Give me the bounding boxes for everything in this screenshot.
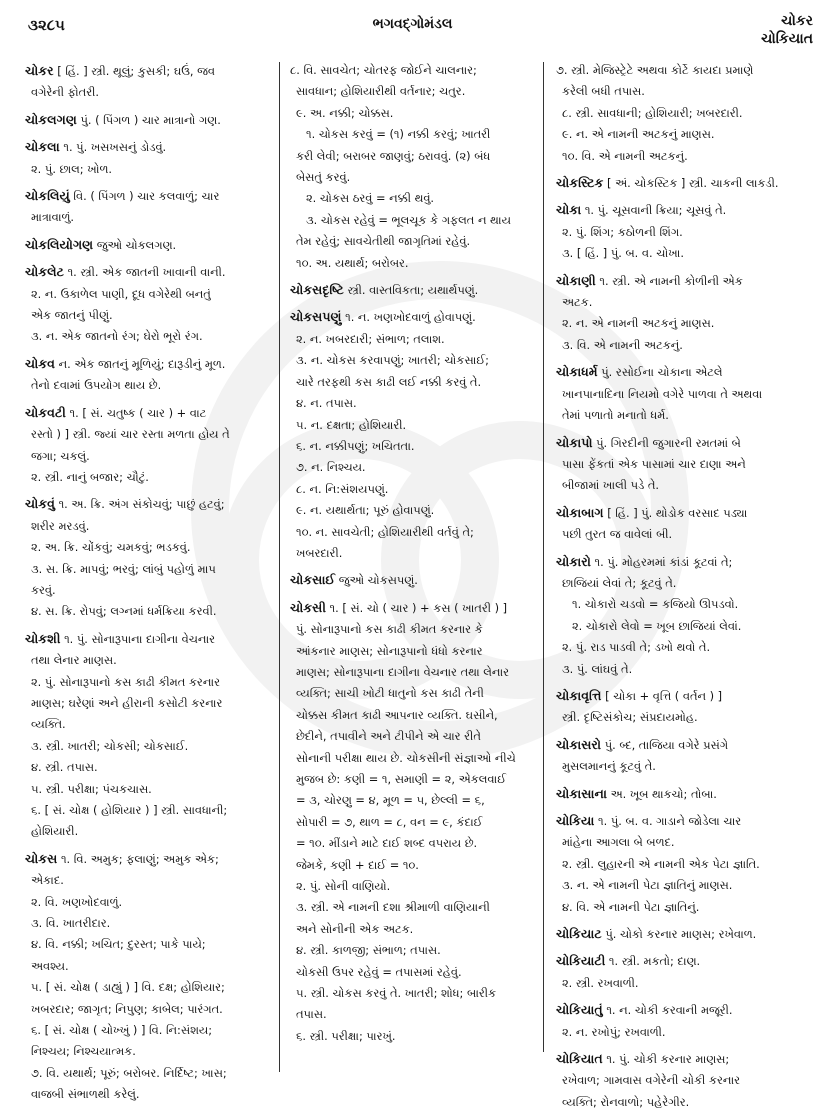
entry-headword: ચોકા [556,202,582,218]
entry-sense: કરેલી બધી તપાસ. [562,84,645,99]
entry-sense: ૨. અ. ક્રિ. ચોંકવું; ચમકવું; ભડકવું. [31,540,191,555]
entry-sense: ૧. ચોકસ કરવું = (૧) નક્કી કરવું; ખાતરી [306,127,491,142]
entry-sense: રખેવાળ; ગામવાસ વગેરેની ચોકી કરનાર [562,1073,741,1088]
dictionary-entry [556,685,814,729]
entry-sense: ૨. પું. સોની વાણિયો. [296,879,391,894]
entry-sense: ૨. પું. સોનારૂપાનો કસ કાઢી કીમત કરનાર [31,674,220,689]
guide-word-last: ચોકિયાત [761,31,813,47]
entry-headword: ચોકિયા [556,813,595,828]
entry-headword: ચોકિયાત [556,1051,603,1067]
entry-sense: ૪. સ. ક્રિ. રોપવું; લગ્નમાં ધર્મક્રિયા કરવી. [31,604,217,619]
entry-sense: ૩. પું. લાંઘવું તે. [562,661,633,676]
dictionary-entry [556,361,814,426]
entry-sense: એકાદ. [31,873,64,888]
entry-headword: ચોકવટી [25,404,66,420]
entry-sense: ૨. સ્ત્રી. રખવાળી. [562,975,639,990]
entry-sense: ૫. સ્ત્રી. ચોકસ કરવું તે. ખાતરી; શોધ; બારીક [296,986,497,1001]
entry-sense: અવશ્ય. [31,958,69,973]
entry-sense: મુસલમાનનું કૂટવું તે. [562,759,656,774]
dictionary-entry [556,923,814,945]
entry-headword: ચોકાવૃત્તિ [556,687,602,703]
entry-sense: તેમ રહેવું; સાવચેતીથી જાગૃતિમાં રહેવું. [296,234,471,249]
dictionary-entry [25,628,275,843]
entry-definition: [ હિં. ] પું. થોડોક વરસાદ પડ્યા [607,505,748,520]
entry-sense: ૬. ન. નક્કીપણું; ખચિતતા. [296,438,415,453]
dictionary-entry [290,597,540,1048]
dictionary-entry [25,261,275,348]
entry-definition: પું. ( પિંગળ ) ચાર માત્રાનો ગણ. [80,112,221,127]
page-header [0,0,825,56]
entry-definition: પું. રસોઈના ચોકાના એટલે [601,365,723,380]
entry-sense: ખબરદારી. [296,545,343,560]
entry-definition: સ્ત્રી. વાસ્તવિકતા; યથાર્થપણું. [347,283,479,298]
dictionary-entry [556,950,814,994]
entry-headword: ચોકલિયોગણ [25,236,94,252]
entry-sense: ૫. સ્ત્રી. પરીક્ષા; પંચકચાસ. [31,781,152,796]
guide-word-first: ચોકર [781,13,813,29]
entry-sense: ૨. પું. છાલ; ખોળ. [31,161,112,176]
dictionary-entry [25,136,275,180]
entry-sense: ૩. સ. ક્રિ. માપવું; ભરવું; લાંબું પહોળું માપ [31,561,216,576]
dictionary-entry [556,551,814,680]
entry-sense: ૯. ન. યથાર્થતા; પૂરું હોવાપણું. [296,503,435,518]
entry-headword: ચોકલગણ [25,111,77,127]
entry-sense: ૨. ન. ખબરદારી; સંભાળ; તલાશ. [296,331,445,346]
dictionary-entry [556,810,814,918]
entry-sense: ૪. સ્ત્રી. તપાસ. [31,760,98,775]
entry-headword: ચોકિયાતું [556,1002,603,1018]
dictionary-entry [290,569,540,591]
dictionary-entry [25,402,275,489]
entry-definition: ૧. ન. ખણખોદવાળું હોવાપણું. [345,310,476,325]
entry-definition: [ હિં. ] સ્ત્રી. થૂલું; કુસકી; ઘઉં, જવ [57,64,216,78]
dictionary-entry [556,172,814,194]
dictionary-entry [556,502,814,546]
dictionary-entry [25,353,275,397]
entry-definition: પું. ચોકો કરનાર માણસ; રખેવાળ. [605,927,757,942]
entry-sense: ચોક્કસ કીમત કાઢી આપનાર વ્યક્તિ. ઘસીને, [296,707,498,722]
dictionary-entry [25,234,275,256]
entry-sense: માંહેના આગલા બે બળદ. [562,835,675,850]
entry-sense: ૨. સ્ત્રી. લુહારની એ નામની એક પેટા જ્ઞાતિ. [562,856,760,871]
dictionary-entry [290,60,540,274]
entry-sense: તેનો દવામાં ઉપયોગ થાય છે. [31,378,162,393]
entry-sense: વ્યક્તિ; રોનવાળો; પહેરેગીર. [562,1094,690,1109]
entry-sense: વાજબી સંભાળથી કરેલું. [31,1087,140,1102]
entry-sense: ૨. સ્ત્રી. નાનું બજાર; ચૌટું. [31,469,149,484]
entry-sense: વ્યક્તિ; સાચી ખોટી ધાતુનો કસ કાઢી તેની [296,686,484,701]
entry-sense: ૨. ચોકારો લેવો = ખૂબ છાજિયાં લેવાં. [572,618,742,633]
entry-headword: ચોકાપો [556,434,593,450]
entry-headword: ચોકર [25,63,54,78]
dictionary-entry [290,279,540,301]
entry-sense: ૮. ન. નિ:સંશયપણું. [296,481,389,496]
entry-sense: ૩. વિ. ખાતરીદાર. [31,916,111,931]
entry-sense: તેમાં પળાતો મનાતો ધર્મ. [562,408,669,423]
entry-headword: ચોકસાઈ [290,572,336,588]
entry-headword: ચોકલા [25,139,60,155]
entry-sense: બીજામાં ખાલી પડે તે. [562,478,660,493]
entry-definition: અ. ખૂબ થાકચો; તોબા. [610,786,717,801]
entry-headword: ચોકાબાગ [556,504,604,520]
entry-sense: આંકનાર માણસ; સોનારૂપાનો ધંધો કરનાર [296,643,483,658]
entry-sense: ૩. ન. ચોકસ કરવાપણું; ખાતરી; ચોકસાઈ; [296,353,489,368]
entry-definition: ૮. વિ. સાવચેત; ચોતરફ જોઈને ચાલનાર; [290,63,477,77]
entry-definition: ૧. [ સં. ચતુષ્ક ( ચાર ) + વાટ [69,405,207,420]
entry-headword: ચોકાણી [556,272,596,288]
column-divider [279,62,280,1072]
entry-sense: ૫. ન. દક્ષતા; હોશિયારી. [296,417,407,432]
entry-sense: ૨. પું. શિંગ; કઠોળની શિંગ. [562,224,683,239]
entry-sense: ૫. [ સં. ચોક્ષ ( ડાહ્યું ) ] વિ. દક્ષ; હોશિયાર; [31,980,225,995]
entry-sense: સોપારી = ૭, થાળ = ૮, વન = ૯, કંદાઈ [296,814,483,829]
entry-headword: ચોકસપણું [290,309,342,325]
entry-sense: ૩. ન. એ નામની પેટા જ્ઞાતિનું માણસ. [562,878,733,893]
entry-sense: પછી તુરત જ વાવેલાં બી. [562,527,673,542]
entry-sense: ૩. [ હિં. ] પું. બ. વ. ચોખા. [562,246,684,261]
entry-sense: વ્યક્તિ. [31,717,66,732]
entry-sense: ૬. સ્ત્રી. પરીક્ષા; પારખું. [296,1028,396,1043]
entry-headword: ચોકાસરો [556,736,602,752]
entry-definition: ૧. પું. મોહરમમાં કાંડાં કૂટવાં તે; [594,554,733,569]
entry-sense: નિશ્ચય; નિશ્ચયાત્મક. [31,1044,136,1059]
entry-sense: એક જાતનું પીણું. [31,308,113,323]
entry-sense: અટક. [562,295,593,310]
entry-sense: ૧. ચોકારો ચડવો = કજિયો ઊપડવો. [572,597,739,612]
entry-sense: જગા; ચકલું. [31,448,90,463]
entry-definition: ૧. ન. ચોકી કરવાની મજૂરી. [606,1003,733,1018]
entry-sense: ૩. સ્ત્રી. ખાતરી; ચોકસી; ચોકસાઈ. [31,738,189,753]
entry-sense: ૨. ચોકસ ઠરવું = નક્કી થવું. [306,191,435,206]
entry-definition: ૧. પું. ખસખસનું ડોડવું. [63,140,167,155]
entry-sense: ૭. ન. નિશ્ચય. [296,460,366,475]
entry-sense: ૪. ન. તપાસ. [296,396,357,411]
entry-headword: ચોકવ [25,355,55,371]
entry-sense: છેદીને, તપાવીને અને ટીપીને એ ચાર રીતે [296,729,481,744]
entry-sense: રસ્તો ) ] સ્ત્રી. જ્યાં ચાર રસ્તા મળતા હોય તે [31,427,230,442]
entry-headword: ચોકસી [290,599,326,615]
entry-headword: ચોકારો [556,553,591,569]
entry-sense: વગેરેની ફોતરી. [31,85,99,100]
entry-definition: [ ચોકા + વૃત્તિ ( વર્તન ) ] [605,688,723,703]
entry-headword: ચોકલેટ [25,264,64,280]
entry-sense: માત્રાવાળું. [31,210,75,225]
entry-sense: સાવધાન; હોશિયારીથી વર્તનાર; ચતુર. [296,84,466,99]
entry-sense: શરીર મરડવું. [31,518,90,533]
entry-definition: ૧. [ સં. ચો ( ચાર ) + કસ ( ખાતરી ) ] [329,600,508,615]
entry-sense: કરી લેવી; બરાબર જાણવું; ઠરાવવું. (૨) બંધ [296,148,491,163]
entry-sense: ૬. [ સં. ચોક્ષ ( હોશિયાર ) ] સ્ત્રી. સાવધાની; [31,803,228,817]
entry-definition: ૧. સ્ત્રી. એ નામની કોળીની એક [599,273,743,288]
entry-sense: ૬. [ સં. ચોક્ષ ( ચોખ્ખું ) ] વિ. નિ:સંશય; [31,1023,213,1038]
dictionary-entry [556,270,814,357]
dictionary-entry [556,199,814,264]
entry-sense: = ૧૦. મીંડાને માટે દાઈ શબ્દ વપરાય છે. [296,836,478,851]
entry-headword: ચોકસ્ટિક [556,175,604,191]
entry-headword: ચોકસદૃષ્ટિ [290,282,344,298]
entry-sense: ૮. સ્ત્રી. સાવધાની; હોશિયારી; ખબરદારી. [562,105,743,120]
dictionary-entry [25,185,275,229]
entry-sense: ૨. વિ. ખણખોદવાળું. [31,894,123,909]
entry-definition: ૧. પું. ચોકી કરનાર માણસ; [606,1052,730,1067]
entry-definition: ૧. પું. ચૂસવાની ક્રિયા; ચૂસવું તે. [584,203,727,218]
entry-sense: ૩. ન. એક જાતનો રંગ; ઘેરો ભૂરો રંગ. [31,329,203,344]
entry-sense: ૪. વિ. એ નામની પેટા જ્ઞાતિનું. [562,899,700,914]
entry-definition: જુઓ ચોકસપણું. [338,573,418,588]
entry-headword: ચોકાધર્મ [556,364,598,380]
entry-definition: ૧. સ્ત્રી. મકતો; દાણ. [608,954,701,969]
entry-sense: મુજબ છે: કણી = ૧, સમાણી = ૨, એકલવાઈ [296,772,507,786]
entry-definition: ૧. વિ. અમુક; ફલાણું; અમુક એક; [60,851,219,866]
entry-sense: ૨. ન. રખોપું; રખવાળી. [562,1024,666,1039]
dictionary-entry [25,60,275,104]
entry-sense: ૭. વિ. યથાર્થ; પૂરું; બરોબર. નિર્દિષ્ટ; ખાસ; [31,1065,227,1080]
entry-sense: ખાનપાનાદિના નિયમો વગેરે પાળવા તે અથવા [562,386,763,401]
entry-sense: હોશિયારી. [31,824,79,839]
entry-sense: = ૩, ચોરણુ = ૪, મૂળ = ૫, છેલ્લી = ૬, [296,793,485,808]
entry-definition: જુઓ ચોકલગણ. [96,237,177,252]
dictionary-entry [25,109,275,131]
dictionary-entry [556,783,814,805]
entry-definition: પું. ગિરદીની જુગારની રમતમાં બે [596,435,741,450]
entry-sense: ચારે તરફથી કસ કાઢી લઈ નક્કી કરવું તે. [296,374,482,389]
dictionary-entry [25,493,275,622]
entry-sense: ખબરદાર; જાગૃત; નિપુણ; કાબેલ; પારંગત. [31,1001,223,1016]
entry-definition: ૧. પું. સોનારૂપાના દાગીના વેચનાર [64,631,216,646]
page-number: ૩૨૮૫ [28,16,65,34]
entry-sense: પું. સોનારૂપાનો કસ કાઢી કીમત કરનાર કે [296,622,483,637]
entry-headword: ચોકસ [25,850,58,866]
dictionary-entry [556,999,814,1043]
entry-sense: ૧૦. ન. સાવચેતી; હોશિયારીથી વર્તવું તે; [296,524,474,539]
entry-sense: ૩. વિ. એ નામની અટકનું. [562,337,683,352]
column-divider [543,62,544,1052]
entry-sense: જેમકે, કણી + દાઈ = ૧૦. [296,857,419,872]
entry-sense: ૯. અ. નક્કી; ચોક્કસ. [296,105,394,120]
entry-sense: ચોકસી ઉપર રહેવું = તપાસમાં રહેવું. [296,964,462,979]
entry-headword: ચોકાસાના [556,785,607,801]
entry-sense: ૩. ચોકસ રહેવું = ભૂલચૂક કે ગફલત ન થાય [306,212,511,227]
dictionary-entry [25,848,275,1106]
entry-definition: ૧. પું. બ. વ. ગાડાને જોડેલા ચાર [598,814,742,828]
entry-headword: ચોકલિયું [25,188,70,204]
entry-sense: ૧૦. અ. યથાર્થ; બરોબર. [296,255,409,270]
guide-words [761,12,813,48]
dictionary-entry [556,60,814,167]
entry-sense: પાસા ફેંકતાં એક પાસામાં ચાર દાણા અને [562,456,746,471]
entry-headword: ચોકશી [25,630,61,646]
entry-sense: તપાસ. [296,1007,327,1022]
entry-sense: સોનાની પરીક્ષા થાય છે. ચોકસીની સંજ્ઞાઓ નીચે [296,750,516,765]
column-2 [290,60,540,1052]
entry-definition: ૧. સ્ત્રી. એક જાતની ખાવાની વાની. [67,265,226,280]
dictionary-entry [290,306,540,564]
entry-definition: ૭. સ્ત્રી. મેજિસ્ટ્રેટે અથવા કોર્ટે કાયદા પ્રમાણે [556,63,754,77]
entry-definition: [ અં. ચોકસ્ટિક ] સ્ત્રી. ચાકની લાકડી. [607,176,779,191]
entry-headword: ચોકિયાટી [556,953,606,969]
entry-definition: ન. એક જાતનું મૂળિયું; દારૂડીનું મૂળ. [58,356,226,371]
entry-sense: માણસ; સોનારૂપાના દાગીના વેચનાર તથા લેનાર [296,664,510,679]
entry-sense: કરવું. [31,582,56,597]
entry-sense: સ્ત્રી. દૃષ્ટિસંકોચ; સંપ્રદાયમોહ. [562,710,698,725]
entry-sense: માણસ; ઘરેણાં અને હીરાની કસોટી કરનાર [31,695,223,710]
book-title: ભગવદ્ગોમંડલ [372,16,453,32]
entry-sense: ૪. સ્ત્રી. કાળજી; સંભાળ; તપાસ. [296,943,441,958]
column-1 [25,60,275,1111]
entry-sense: ૨. ન. એ નામની અટકનું માણસ. [562,316,715,331]
dictionary-entry [556,1048,814,1113]
entry-sense: ૩. સ્ત્રી. એ નામની દશા શ્રીમાળી વાણિયાની [296,900,490,915]
column-3 [556,60,814,1118]
entry-sense: અને સોનીની એક અટક. [296,921,414,936]
entry-sense: તથા લેનાર માણસ. [31,653,117,668]
entry-headword: ચોકવું [25,496,55,512]
entry-sense: બેસતું કરવું. [296,170,351,185]
dictionary-entry [556,432,814,497]
entry-definition: પું. બ્દ, તાજિયા વગેરે પ્રસંગે [604,737,729,752]
dictionary-entry [556,734,814,778]
entry-sense: ૨. પું. રાડ પાડવી તે; ડખો થવો તે. [562,640,711,655]
entry-definition: વિ. ( પિંગળ ) ચાર કલવાળું; ચાર [73,189,220,204]
entry-definition: ૧. અ. ક્રિ. અંગ સંકોચવું; પાછું હટવું; [58,497,225,512]
entry-sense: છાજિયાં લેવાં તે; કૂટવું તે. [562,575,677,590]
entry-sense: ૧૦. વિ. એ નામની અટકનું. [562,148,688,163]
entry-sense: ૯. ન. એ નામની અટકનું માણસ. [562,127,715,142]
entry-sense: ૨. ન. ઉકાળેલ પાણી, દૂધ વગેરેથી બનતું [31,286,211,301]
entry-sense: ૪. વિ. નક્કી; ખચિત; દુરસ્ત; પાકે પાયે; [31,937,206,952]
entry-headword: ચોકિયાટ [556,926,602,942]
